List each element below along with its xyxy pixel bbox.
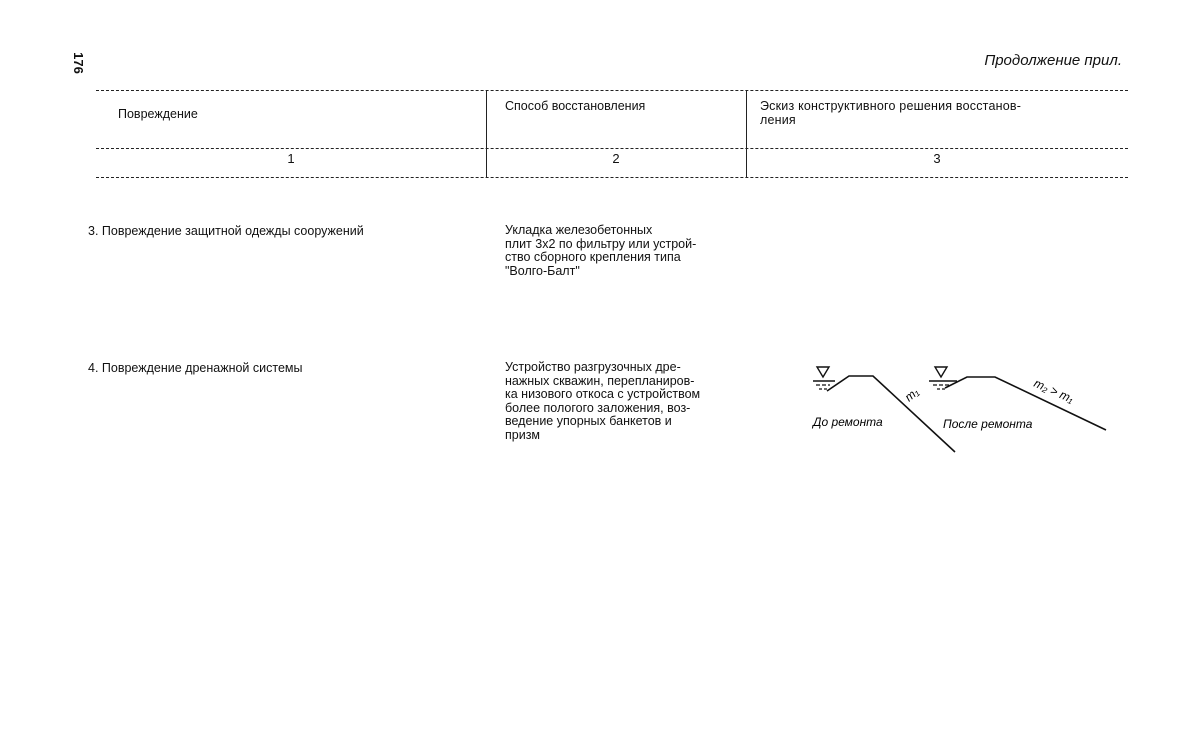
sketch-after xyxy=(929,367,1106,431)
before-repair-label: До ремонта xyxy=(813,415,883,429)
header-damage: Повреждение xyxy=(118,107,198,121)
row-4-damage: 4. Повреждение дренажной системы xyxy=(88,361,303,375)
drainage-sketch xyxy=(805,364,1115,460)
table-header-rule xyxy=(96,148,1128,149)
column-number-3: 3 xyxy=(933,151,941,166)
water-level-icon xyxy=(817,367,829,377)
after-repair-label: После ремонта xyxy=(943,417,1033,431)
water-level-icon xyxy=(935,367,947,377)
row-3-method: Укладка железобетонных плит 3х2 по фильтру или устрой- ство сборного крепления типа "Волго-Балт" xyxy=(505,223,697,278)
sketch-before xyxy=(811,367,955,452)
table-numbers-rule xyxy=(96,177,1128,178)
column-number-2: 2 xyxy=(612,151,620,166)
column-number-1: 1 xyxy=(287,151,295,166)
table-top-rule xyxy=(96,90,1128,91)
row-3-damage: 3. Повреждение защитной одежды сооружений xyxy=(88,224,364,238)
slope-label-before: m₁ xyxy=(901,384,922,405)
row-4-method: Устройство разгрузочных дре- нажных скважин, перепланиров- ка низового откоса с устройством более пологого заложения, воз- ведение упорных банкетов и призм xyxy=(505,360,701,442)
page-number: 176 xyxy=(71,52,86,74)
dam-profile-before xyxy=(827,376,955,452)
slope-label-after: m₂ > m₁ xyxy=(1031,375,1076,406)
header-method: Способ восстановления xyxy=(505,99,646,113)
header-sketch: Эскиз конструктивного решения восстанов- ления xyxy=(760,99,1022,127)
continuation-note: Продолжение прил. xyxy=(984,52,1122,69)
